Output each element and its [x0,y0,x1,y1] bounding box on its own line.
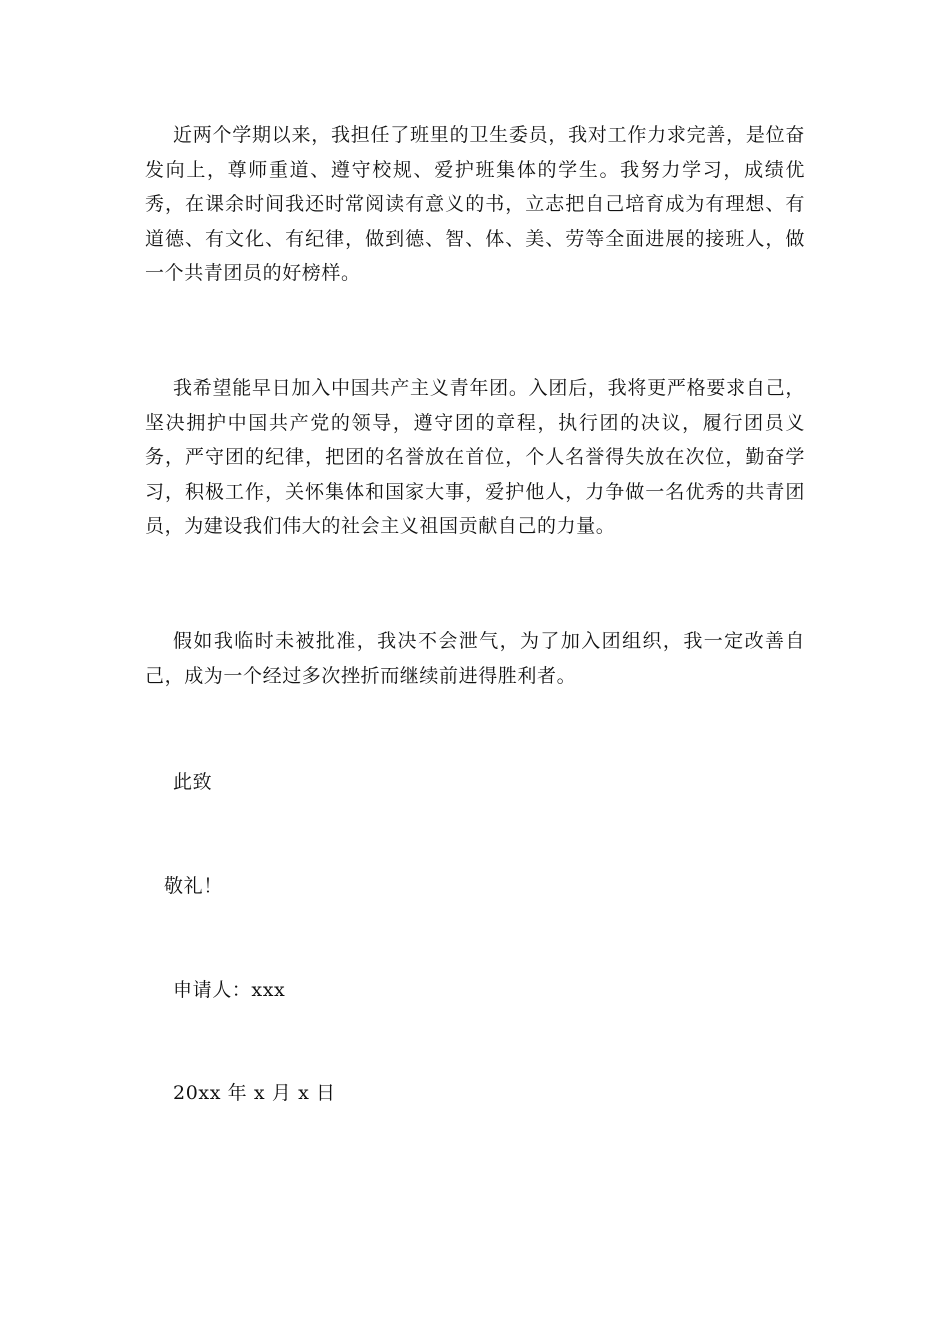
letter-date: 20xx 年 x 月 x 日 [173,1082,336,1104]
closing-regards: 敬礼！ [164,875,223,897]
body-paragraph-2: 我希望能早日加入中国共产主义青年团。入团后，我将更严格要求自己，坚决拥护中国共产党的领导，遵守团的章程，执行团的决议，履行团员义务，严守团的纪律，把团的名誉放在首位，个人名誉得失放在次位，勤奋学习，积极工作，关怀集体和国家大事，爱护他人，力争做一名优秀的共青团员，为建设我们伟大的社会主义祖国贡献自己的力量。 [145,377,805,537]
body-paragraph-3: 假如我临时未被批准，我决不会泄气，为了加入团组织，我一定改善自己，成为一个经过多次挫折而继续前进得胜利者。 [145,630,805,687]
closing-salutation: 此致 [173,771,213,793]
body-paragraph-1: 近两个学期以来，我担任了班里的卫生委员，我对工作力求完善，是位奋发向上，尊师重道、遵守校规、爱护班集体的学生。我努力学习，成绩优秀，在课余时间我还时常阅读有意义的书，立志把自己培育成为有理想、有道德、有文化、有纪律，做到德、智、体、美、劳等全面进展的接班人，做一个共青团员的好榜样。 [145,124,805,284]
applicant-signature: 申请人：xxx [173,979,286,1001]
